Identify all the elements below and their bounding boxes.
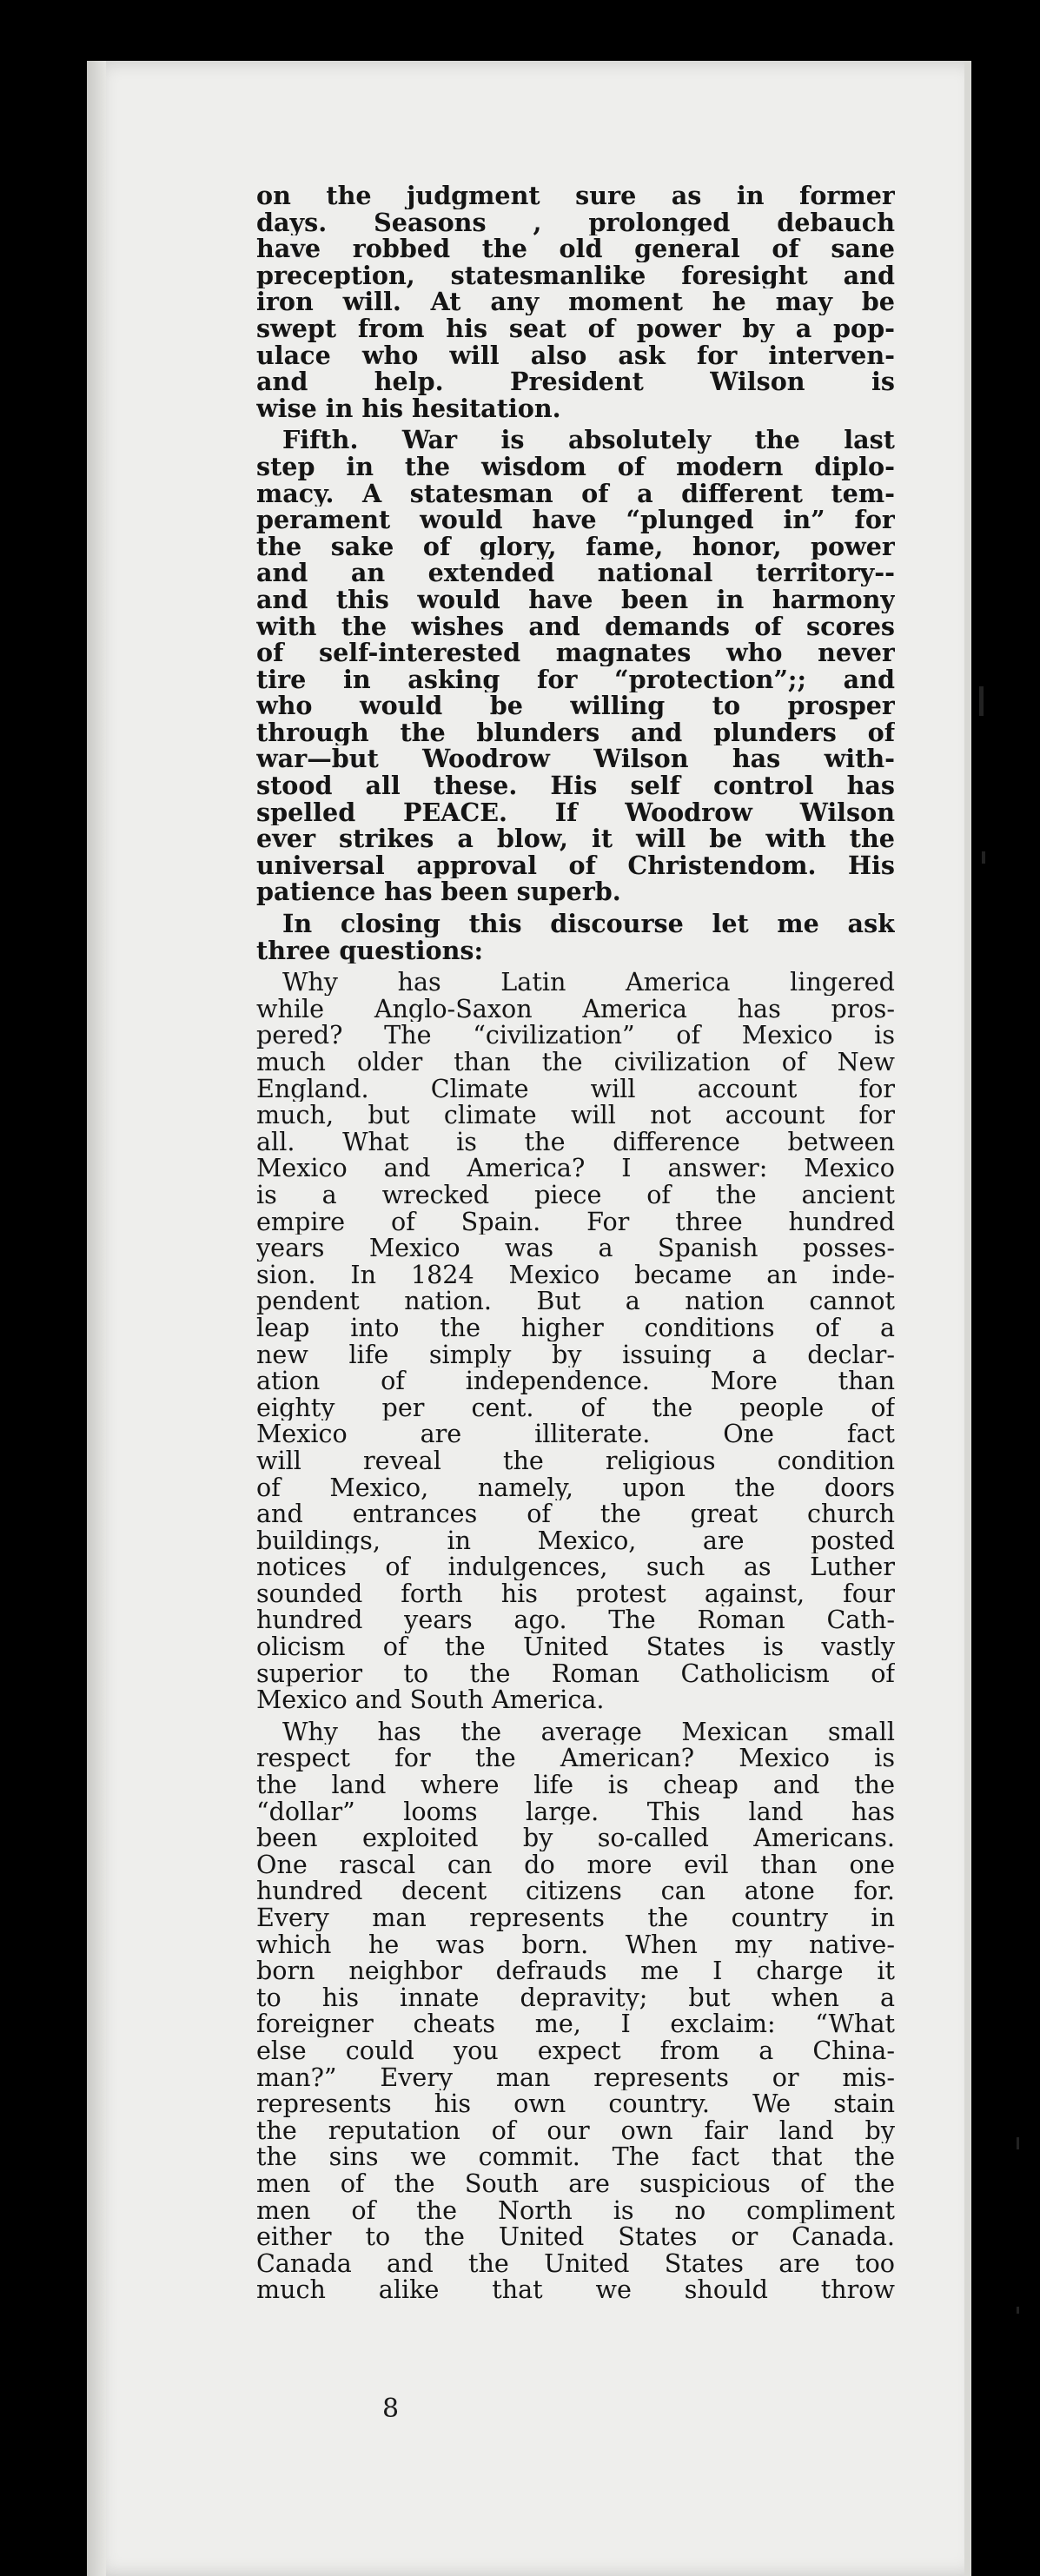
text-line: represents his own country. We stain [256, 2090, 895, 2117]
text-line: the sake of glory, fame, honor, power [256, 533, 895, 560]
text-line: the sins we commit. The fact that the [256, 2143, 895, 2170]
scan-speck [1017, 2137, 1019, 2149]
text-line: Every man represents the country in [256, 1904, 895, 1931]
text-line: days. Seasons , prolonged debauch [256, 209, 895, 236]
text-line: step in the wisdom of modern diplo- [256, 453, 895, 480]
text-line: been exploited by so-called Americans. [256, 1824, 895, 1851]
text-line: to his innate depravity; but when a [256, 1983, 895, 2011]
page-right-edge [964, 61, 971, 2576]
text-line: and an extended national territory-- [256, 560, 895, 586]
paragraph [256, 1718, 895, 2303]
text-line: the land where life is cheap and the [256, 1771, 895, 1798]
text-line: have robbed the old general of sane [256, 235, 895, 262]
page-number: 8 [382, 2394, 400, 2424]
text-line: notices of indulgences, such as Luther [256, 1553, 895, 1580]
text-line: “dollar” looms large. This land has [256, 1798, 895, 1825]
text-line: which he was born. When my native- [256, 1930, 895, 1958]
text-line: new life simply by issuing a declar- [256, 1341, 895, 1368]
text-line: leap into the higher conditions of a [256, 1314, 895, 1341]
text-line: much alike that we should throw [256, 2276, 895, 2303]
text-line: foreigner cheats me, I exclaim: “What [256, 2010, 895, 2037]
text-line: three questions: [256, 937, 484, 964]
text-line: and entrances of the great church [256, 1500, 895, 1527]
text-line: stood all these. His self control has [256, 772, 895, 799]
page-spine-shadow [87, 61, 106, 2576]
text-line: with the wishes and demands of scores [256, 613, 895, 640]
text-line: perament would have “plunged in” for [256, 507, 895, 533]
text-line: respect for the American? Mexico is [256, 1745, 895, 1772]
text-line: swept from his seat of power by a pop- [256, 315, 895, 342]
text-line: and this would have been in harmony [256, 586, 895, 613]
text-line: who would be willing to prosper [256, 692, 895, 719]
text-line: through the blunders and plunders of [256, 718, 895, 746]
text-line: years Mexico was a Spanish posses- [256, 1235, 895, 1262]
text-line: all. What is the difference between [256, 1128, 895, 1156]
text-line: England. Climate will account for [256, 1075, 895, 1103]
paragraph [256, 969, 895, 1713]
text-line: else could you expect from a China- [256, 2036, 895, 2064]
paragraph [256, 911, 895, 964]
text-line: ation of independence. More than [256, 1367, 895, 1394]
text-line: One rascal can do more evil than one [256, 1851, 895, 1878]
text-line: while Anglo-Saxon America has pros- [256, 995, 895, 1023]
text-line: men of the North is no compliment [256, 2196, 895, 2224]
text-line: olicism of the United States is vastly [256, 1633, 895, 1660]
text-line: of Mexico, namely, upon the doors [256, 1473, 895, 1501]
text-line: empire of Spain. For three hundred [256, 1208, 895, 1235]
text-line: spelled PEACE. If Woodrow Wilson [256, 798, 895, 826]
text-line: the reputation of our own fair land by [256, 2116, 895, 2144]
text-line: of self-interested magnates who never [256, 639, 895, 666]
text-line: much older than the civilization of New [256, 1049, 895, 1076]
text-line: either to the United States or Canada. [256, 2223, 895, 2250]
text-line: sion. In 1824 Mexico became an inde- [256, 1261, 895, 1288]
text-line: hundred years ago. The Roman Cath- [256, 1606, 895, 1634]
text-line: buildings, in Mexico, are posted [256, 1526, 895, 1554]
text-line: patience has been superb. [256, 878, 621, 906]
text-line: iron will. At any moment he may be [256, 288, 895, 315]
text-line: pered? The “civilization” of Mexico is [256, 1022, 895, 1049]
text-line: is a wrecked piece of the ancient [256, 1181, 895, 1209]
text-line: on the judgment sure as in former [256, 182, 895, 209]
scan-speck [1017, 2307, 1019, 2314]
text-line: ever strikes a blow, it will be with the [256, 825, 895, 852]
text-line: war—but Woodrow Wilson has with- [256, 745, 895, 773]
scan-speck [979, 686, 984, 716]
text-line: will reveal the religious condition [256, 1447, 895, 1474]
document-text-column [256, 182, 895, 2303]
text-line: Why has the average Mexican small [282, 1718, 895, 1745]
text-line: Mexico and South America. [256, 1686, 605, 1713]
text-line: Canada and the United States are too [256, 2249, 895, 2277]
text-line: ulace who will also ask for interven- [256, 341, 895, 369]
text-line: superior to the Roman Catholicism of [256, 1659, 895, 1687]
text-line: In closing this discourse let me ask [282, 911, 895, 937]
text-line: wise in his hesitation. [256, 394, 561, 422]
paragraph [256, 427, 895, 905]
text-line: born neighbor defrauds me I charge it [256, 1957, 895, 1984]
text-line: universal approval of Christendom. His [256, 851, 895, 879]
text-line: Mexico and America? I answer: Mexico [256, 1155, 895, 1182]
text-line: Why has Latin America lingered [282, 969, 895, 996]
text-line: men of the South are suspicious of the [256, 2169, 895, 2197]
text-line: and help. President Wilson is [256, 368, 895, 395]
text-line: macy. A statesman of a different tem- [256, 480, 895, 507]
text-line: Fifth. War is absolutely the last [282, 427, 895, 454]
text-line: tire in asking for “protection”;; and [256, 666, 895, 693]
text-line: preception, statesmanlike foresight and [256, 262, 895, 289]
text-line: pendent nation. But a nation cannot [256, 1288, 895, 1314]
paragraph [256, 182, 895, 421]
text-line: sounded forth his protest against, four [256, 1579, 895, 1607]
text-line: man?” Every man represents or mis- [256, 2063, 895, 2091]
text-line: eighty per cent. of the people of [256, 1394, 895, 1421]
text-line: Mexico are illiterate. One fact [256, 1420, 895, 1447]
scan-speck [982, 851, 985, 864]
text-line: hundred decent citizens can atone for. [256, 1877, 895, 1904]
text-line: much, but climate will not account for [256, 1102, 895, 1129]
